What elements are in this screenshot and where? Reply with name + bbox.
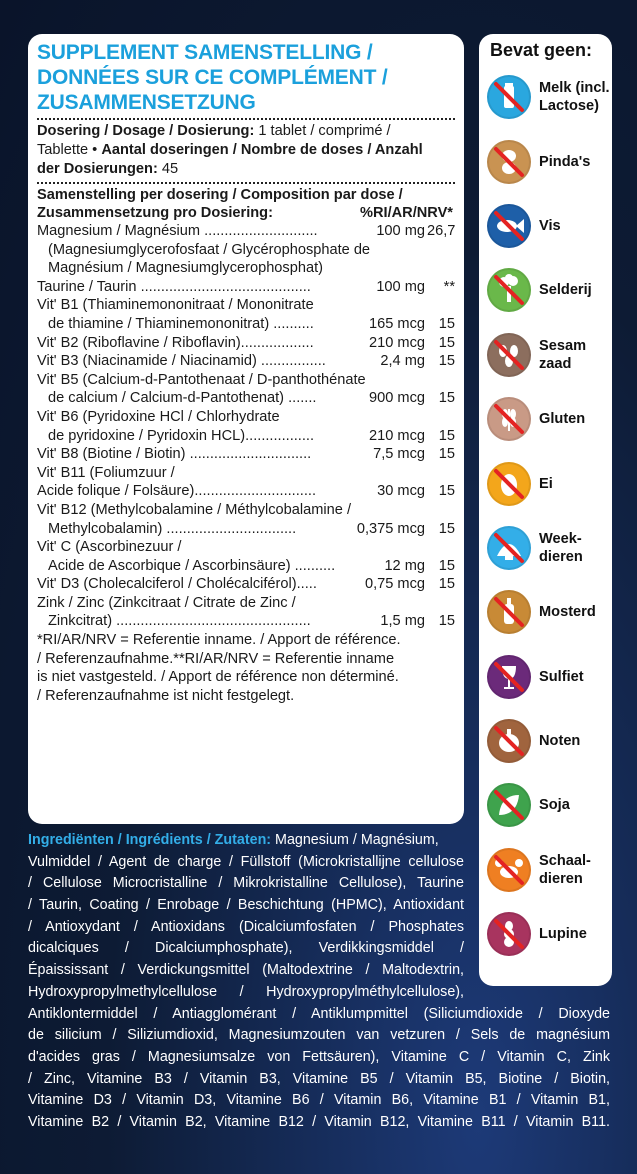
nutrient-row	[37, 538, 455, 575]
nutrient-amount: 30 mcg	[377, 483, 425, 500]
footnotes	[37, 631, 455, 705]
allergen-item	[487, 194, 612, 258]
allergen-title: Bevat geen:	[490, 40, 593, 60]
nutrient-row	[37, 575, 455, 594]
nutrient-name: Vit' B3 (Niacinamide / Niacinamid) ................	[37, 353, 326, 370]
allergen-label: Gluten	[539, 411, 586, 428]
allergen-label: Selderij	[539, 282, 592, 299]
servings-label: Aantal doseringen / Nombre de doses / Anzahl	[101, 142, 423, 158]
nutrient-row	[37, 334, 455, 353]
nut-icon	[487, 719, 531, 763]
allergen-label: Ei	[539, 475, 553, 492]
nutrient-pct: 15	[438, 576, 455, 593]
dose-value: 1 tablet / comprimé /	[258, 123, 391, 139]
footnote-line: *RI/AR/NRV = Referentie inname. / Apport de référence.	[37, 632, 401, 649]
nutrient-name: Taurine / Taurin ..........................................	[37, 278, 311, 295]
nutrient-amount: 900 mcg	[369, 390, 425, 407]
allergen-label: Pinda's	[539, 153, 591, 170]
allergen-list	[487, 65, 612, 966]
allergen-item	[487, 773, 612, 837]
nutrient-pct: **	[443, 278, 455, 295]
allergen-item	[487, 838, 612, 902]
nutrient-pct: 15	[438, 483, 455, 500]
nutrient-amount: 210 mcg	[369, 427, 425, 444]
fish-icon	[487, 204, 531, 248]
title-line: DONNÉES SUR CE COMPLÉMENT /	[37, 66, 388, 89]
nutrient-desc: Magnésium / Magnesiumglycerophosphat)	[48, 260, 323, 277]
dose-value-cont: Tablette	[37, 142, 89, 158]
ingredients-line: / Cellulose Microcristalline / Mikrokristalline Cellulose), Taurine	[28, 875, 464, 892]
crab-icon	[487, 848, 531, 892]
ingredients-label: Ingrediënten / Ingrédients / Zutaten:	[28, 832, 272, 848]
servings-value: 45	[161, 161, 179, 177]
nutrient-pct: 15	[438, 557, 455, 574]
ingredients-text: Magnesium / Magnésium,	[271, 832, 439, 848]
nutrient-row	[37, 445, 455, 464]
nutrient-pct: 15	[438, 390, 455, 407]
allergen-item	[487, 902, 612, 966]
composition-header-line: Zusammensetzung pro Dosiering:	[37, 205, 273, 221]
dotted-divider	[37, 182, 455, 184]
ingredients-line: Épaississant / Verdickungsmittel (Maltodextrine / Maltodextrin,	[28, 962, 464, 979]
pct-header: %RI/AR/NRV*	[360, 205, 453, 221]
allergen-item	[487, 129, 612, 193]
nutrient-pct: 15	[438, 334, 455, 351]
nutrient-amount: 210 mcg	[369, 334, 425, 351]
allergen-label: Mosterd	[539, 604, 596, 621]
nutrient-row	[37, 501, 455, 538]
nutrient-amount: 1,5 mg	[380, 613, 425, 630]
nutrient-amount: 0,75 mcg	[364, 576, 425, 593]
allergen-item	[487, 516, 612, 580]
ingredients-line: dicalciques / Dicalciumphosphate), Verdikkingsmiddel /	[28, 940, 464, 957]
nutrient-pct: 15	[438, 353, 455, 370]
allergen-item	[487, 645, 612, 709]
title-line: SUPPLEMENT SAMENSTELLING /	[37, 41, 373, 64]
lupine-icon	[487, 912, 531, 956]
nutrient-name: Vit' B5 (Calcium-d-Pantothenaat / D-panthothénate	[37, 371, 366, 388]
allergen-item	[487, 451, 612, 515]
allergen-item	[487, 387, 612, 451]
dose-label: Dosering / Dosage / Dosierung:	[37, 123, 255, 139]
nutrient-row	[37, 352, 455, 371]
ingredients-line: Antiklontermiddel / Antiagglomérant / Antiklumpmittel (Siliciumdioxide / Dioxyde	[28, 1005, 610, 1022]
nutrient-amount: 100 mg	[376, 223, 425, 239]
wine-icon	[487, 655, 531, 699]
allergen-item	[487, 323, 612, 387]
panel-title	[37, 40, 455, 115]
nutrient-name: Methylcobalamin) ................................	[48, 520, 297, 537]
nutrient-row	[37, 464, 455, 501]
shell-icon	[487, 526, 531, 570]
nutrient-amount: 7,5 mcg	[373, 446, 425, 463]
celery-icon	[487, 268, 531, 312]
nutrient-name: Acide folique / Folsäure)..............................	[37, 483, 317, 500]
nutrient-row	[37, 408, 455, 445]
nutrient-name: Acide de Ascorbique / Ascorbinsäure) ..........	[48, 557, 336, 574]
peanut-icon	[487, 140, 531, 184]
ingredients-line: Hydroxypropylmethylcellulose / Hydroxypropylméthylcellulose),	[28, 983, 464, 1000]
composition-header	[37, 186, 455, 222]
nutrient-name: Vit' B2 (Riboflavine / Riboflavin)..................	[37, 334, 314, 351]
nutrient-name: Vit' B11 (Foliumzuur /	[37, 464, 175, 481]
allergen-label: Noten	[539, 733, 581, 750]
title-line: ZUSAMMENSETZUNG	[37, 91, 256, 114]
egg-icon	[487, 462, 531, 506]
ingredients-line: Vitamine D3 / Vitamin D3, Vitamine B6 / Vitamin B6, Vitamine B1 / Vitamin B1,	[28, 1092, 610, 1109]
supplement-facts-panel	[28, 34, 464, 824]
footnote-line: is niet vastgesteld. / Apport de référence non déterminé.	[37, 669, 399, 686]
ingredients-line: Vulmiddel / Agent de charge / Füllstoff (Microkristallijne cellulose	[28, 853, 464, 870]
ingredients-line: Vitamine B2 / Vitamin B2, Vitamine B12 / Vitamin B12, Vitamine B11 / Vitamin B11.	[28, 1113, 610, 1130]
nutrient-amount: 100 mg	[376, 278, 425, 295]
ingredients-line: / Zinc, Vitamine B3 / Vitamin B3, Vitamine B5 / Vitamin B5, Biotine / Biotin,	[28, 1070, 610, 1087]
nutrient-name: Vit' D3 (Cholecalciferol / Cholécalciférol).....	[37, 576, 317, 593]
nutrient-name: de thiamine / Thiaminemononitrat) ..........	[48, 315, 314, 332]
nutrient-name: de pyridoxine / Pyridoxin HCL).................	[48, 427, 315, 444]
nutrient-row	[37, 222, 455, 278]
allergen-item	[487, 65, 612, 129]
soy-icon	[487, 783, 531, 827]
allergen-item	[487, 258, 612, 322]
allergen-label: Week- dieren	[539, 530, 583, 565]
allergen-item	[487, 709, 612, 773]
footnote-line: / Referenzaufnahme.**RI/AR/NRV = Referentie inname	[37, 650, 395, 667]
nutrient-desc: (Magnesiumglycerofosfaat / Glycérophosphate de	[48, 241, 371, 258]
nutrient-name: Zinkcitrat) ................................................	[48, 613, 311, 630]
nutrient-row	[37, 278, 455, 297]
composition-header-line: Samenstelling per dosering / Composition par dose /	[37, 187, 403, 203]
nutrient-name: Magnesium / Magnésium ............................	[37, 223, 318, 239]
ingredients-line: d'acides gras / Magnesiumsalze von Fettsäuren), Vitamine C / Vitamin C, Zink	[28, 1048, 610, 1065]
allergen-label: Schaal- dieren	[539, 852, 591, 887]
allergen-label: Melk (incl. Lactose)	[539, 80, 610, 115]
wheat-icon	[487, 397, 531, 441]
ingredients-line: / Antioxydant / Antioxidans (Dicalciumfosfaten / Phosphates	[28, 918, 464, 935]
ingredients-line: de silicium / Siliziumdioxid, Magnesiumzouten van vetzuren / Sels de magnésium	[28, 1027, 610, 1044]
nutrient-pct: 15	[438, 446, 455, 463]
nutrient-row	[37, 594, 455, 631]
nutrient-pct: 15	[438, 613, 455, 630]
nutrient-row	[37, 371, 455, 408]
dotted-divider	[37, 118, 455, 120]
sesame-icon	[487, 333, 531, 377]
allergen-label: Sulfiet	[539, 668, 584, 685]
dosage-info: Dosering / Dosage / Dosierung: 1 tablet / comprimé / Tablette • Aantal doseringen / Nombre de doses / Anzahl der Dosierungen: 45	[37, 123, 423, 177]
ingredients-line: / Taurin, Coating / Enrobage / Beschichtung (HPMC), Antioxidant	[28, 897, 464, 914]
nutrient-name: Vit' B6 (Pyridoxine HCl / Chlorhydrate	[37, 408, 280, 425]
nutrient-name: de calcium / Calcium-d-Pantothenat) .......	[48, 390, 317, 407]
milk-icon	[487, 75, 531, 119]
nutrient-pct: 15	[438, 427, 455, 444]
nutrient-pct: 26,7	[427, 223, 456, 239]
nutrient-name: Vit' B8 (Biotine / Biotin) ..............................	[37, 446, 312, 463]
allergen-label: Vis	[539, 217, 561, 234]
nutrient-amount: 12 mg	[384, 557, 425, 574]
footnote-line: / Referenzaufnahme ist nicht festgelegt.	[37, 687, 295, 704]
nutrient-name: Vit' B12 (Methylcobalamine / Méthylcobalamine /	[37, 501, 352, 518]
nutrient-amount: 0,375 mcg	[356, 520, 425, 537]
nutrient-name: Vit' C (Ascorbinezuur /	[37, 539, 182, 556]
servings-label-cont: der Dosierungen:	[37, 161, 158, 177]
allergen-label: Sesam zaad	[539, 337, 587, 372]
nutrient-amount: 165 mcg	[369, 315, 425, 332]
nutrient-pct: 15	[438, 315, 455, 332]
nutrient-amount: 2,4 mg	[380, 353, 425, 370]
nutrient-row	[37, 296, 455, 333]
allergen-item	[487, 580, 612, 644]
allergen-label: Soja	[539, 797, 570, 814]
nutrient-name: Vit' B1 (Thiaminemononitraat / Mononitrate	[37, 297, 314, 314]
mustard-icon	[487, 590, 531, 634]
nutrient-pct: 15	[438, 520, 455, 537]
allergen-label: Lupine	[539, 926, 587, 943]
nutrient-name: Zink / Zinc (Zinkcitraat / Citrate de Zinc /	[37, 594, 296, 611]
allergen-panel	[479, 34, 612, 986]
nutrient-table	[37, 222, 455, 631]
